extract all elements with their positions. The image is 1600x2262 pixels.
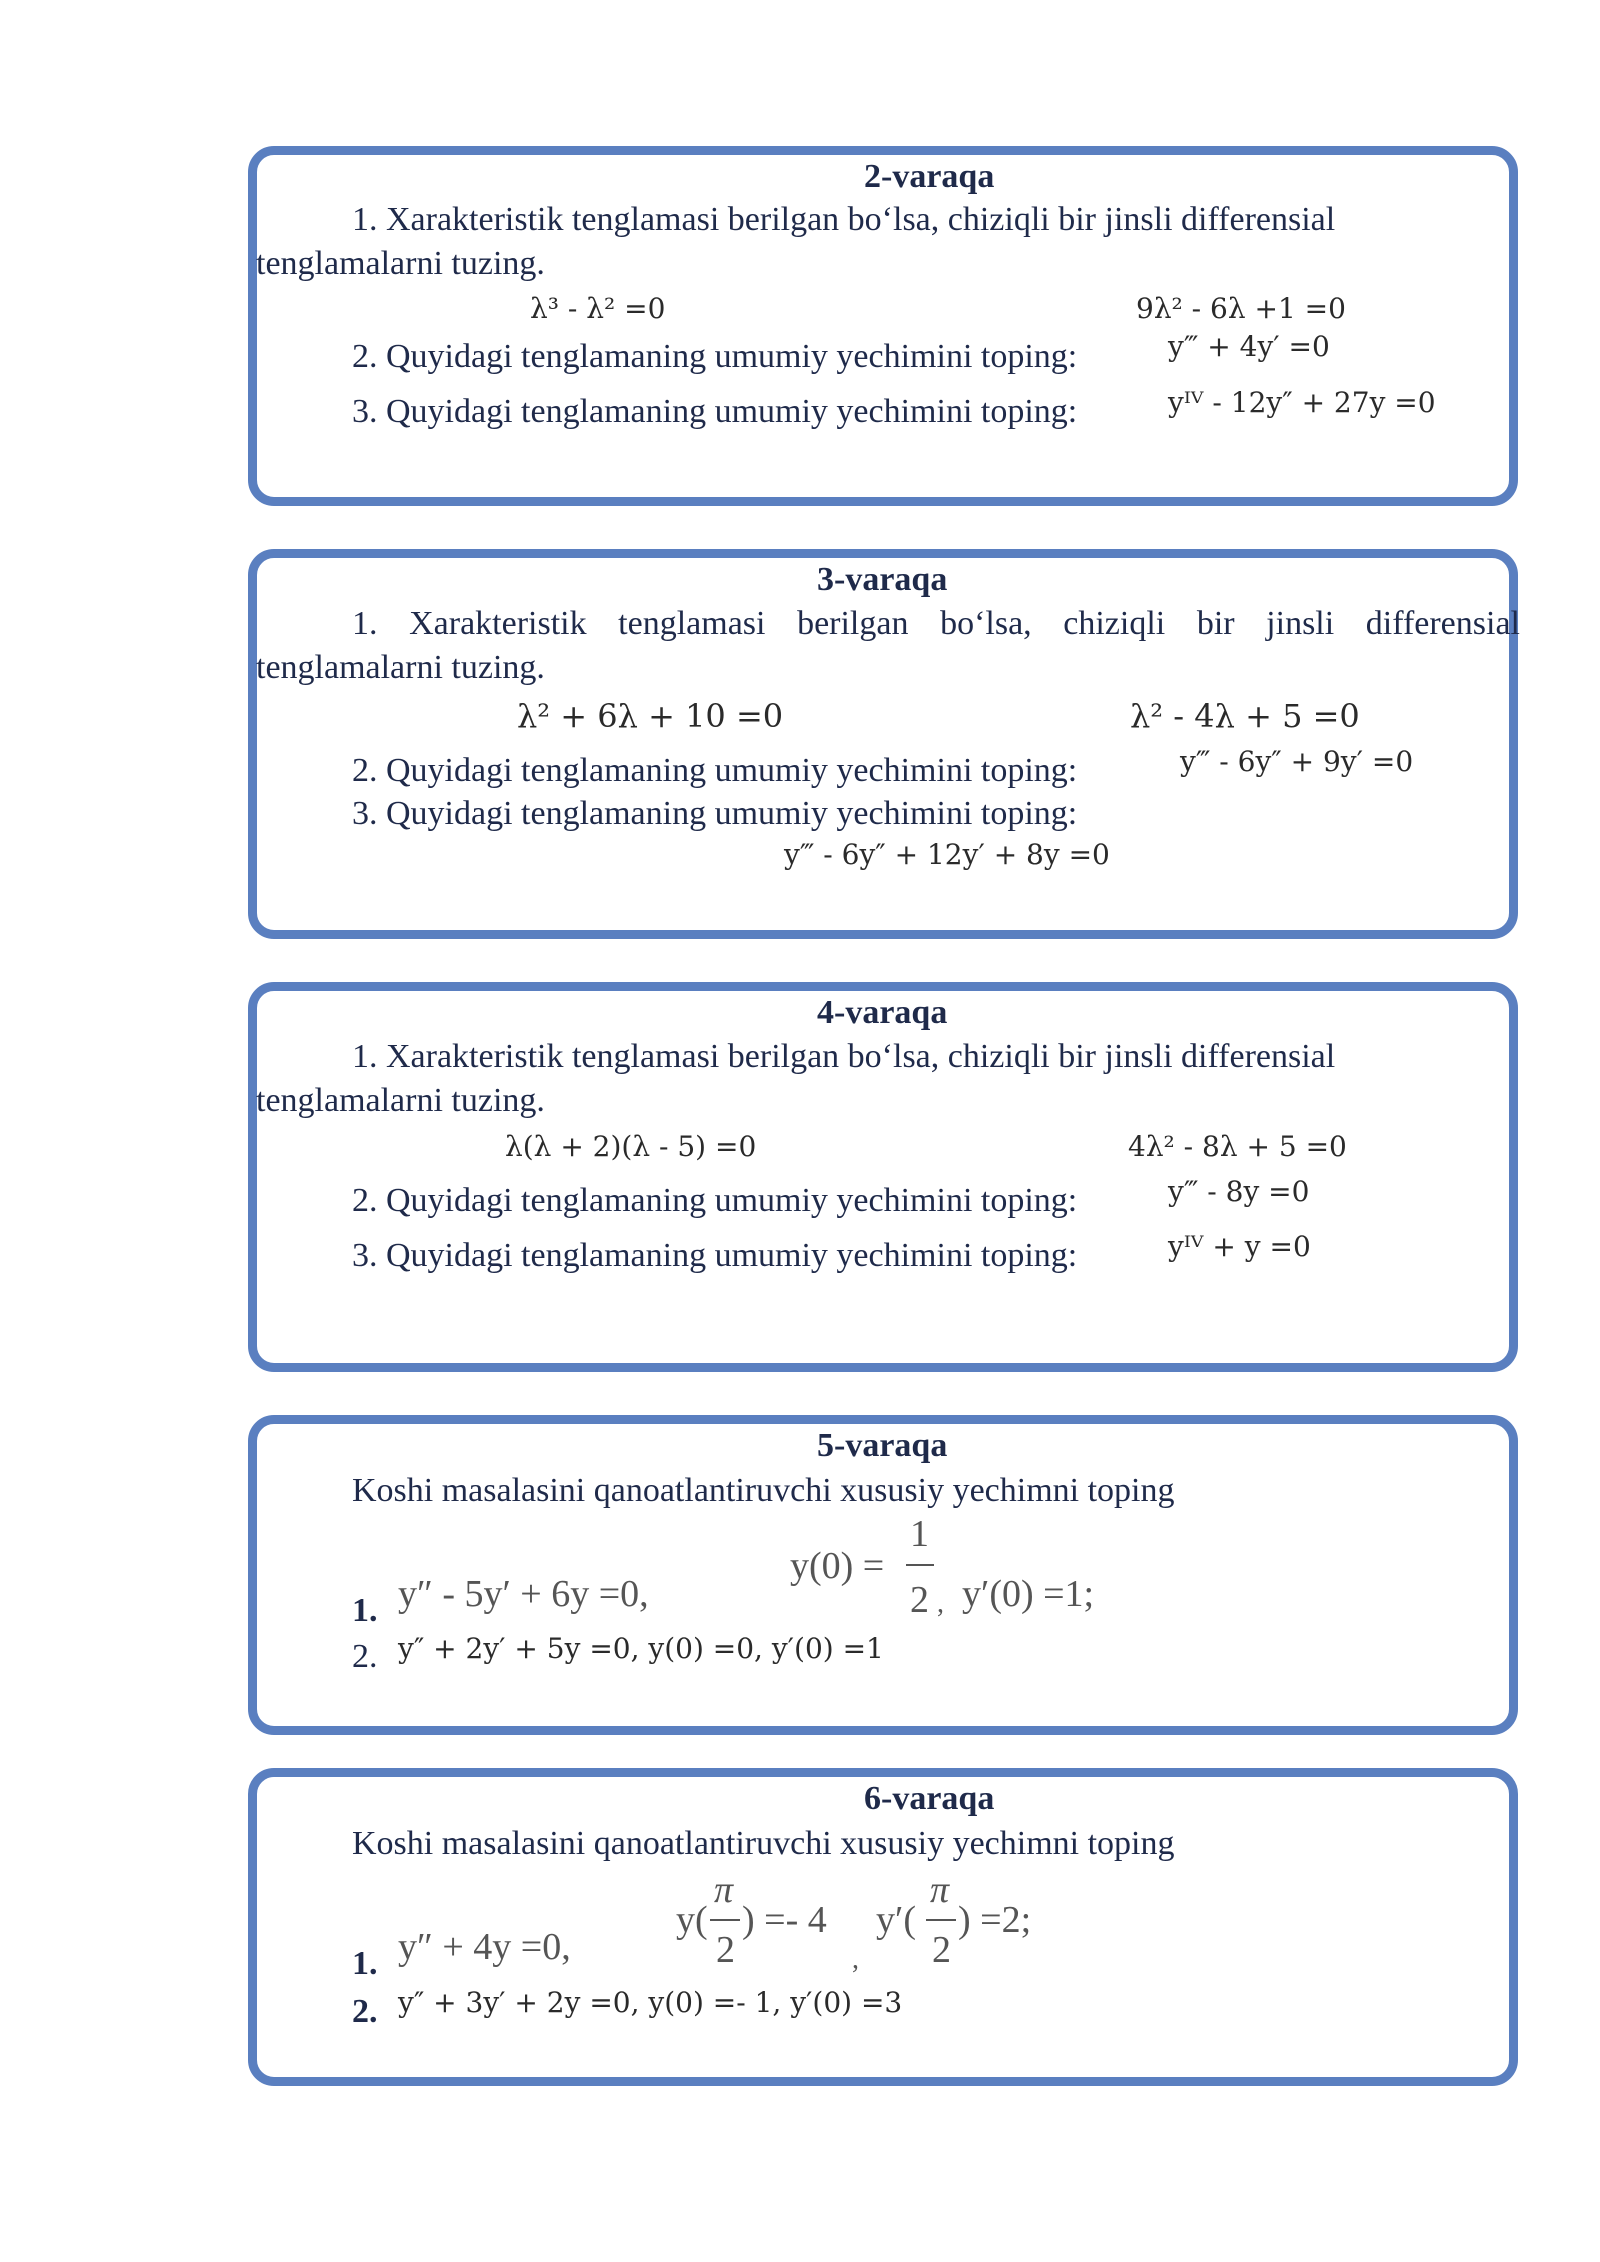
problem-1-equation: y″ - 5y′ + 6y =0, xyxy=(398,1573,649,1615)
task-2-equation: y‴ + 4y′ =0 xyxy=(1168,330,1330,363)
task-3-equation: y‴ - 6y″ + 12y′ + 8y =0 xyxy=(784,838,1110,871)
task-1-line-2: tenglamalarni tuzing. xyxy=(256,1082,545,1119)
two-denominator: 2 xyxy=(716,1929,735,1971)
problem-1-number: 1. xyxy=(352,1945,378,1982)
equation-b: 4λ² - 8λ + 5 =0 xyxy=(1128,1130,1347,1163)
equation-a: λ³ - λ² =0 xyxy=(530,292,666,325)
card-title: 6-varaqa xyxy=(864,1780,995,1817)
card-title: 3-varaqa xyxy=(817,561,948,598)
task-1-line-1: 1. Xarakteristik tenglamasi berilgan bo‘lsa, chiziqli bir jinsli differensial xyxy=(352,201,1336,238)
task-2: 2. Quyidagi tenglamaning umumiy yechimini toping: xyxy=(352,1182,1078,1219)
condition-a-prefix: y( xyxy=(676,1899,708,1941)
task-1-line-2: tenglamalarni tuzing. xyxy=(256,649,545,686)
task-1-line-1: 1. Xarakteristik tenglamasi berilgan bo‘lsa, chiziqli bir jinsli differensial xyxy=(352,605,1520,642)
condition-a-suffix: ) =- 4 xyxy=(742,1899,827,1941)
problem-2-equation: y″ + 3y′ + 2y =0, y(0) =- 1, y′(0) =3 xyxy=(398,1986,903,2019)
intro-text: Koshi masalasini qanoatlantiruvchi xususiy yechimni toping xyxy=(352,1472,1175,1509)
task-1-line-2: tenglamalarni tuzing. xyxy=(256,245,545,282)
equation-b: λ² - 4λ + 5 =0 xyxy=(1130,697,1360,735)
task-3-equation: yᴵⱽ - 12y″ + 27y =0 xyxy=(1168,386,1436,419)
equation-b: 9λ² - 6λ +1 =0 xyxy=(1136,292,1346,325)
task-3-equation: yᴵⱽ + y =0 xyxy=(1168,1230,1311,1263)
task-3: 3. Quyidagi tenglamaning umumiy yechimini toping: xyxy=(352,1237,1078,1274)
pi-numerator: π xyxy=(930,1869,950,1911)
fraction-denominator: 2 xyxy=(910,1579,929,1621)
task-2-equation: y‴ - 8y =0 xyxy=(1168,1175,1310,1208)
problem-1-equation: y″ + 4y =0, xyxy=(398,1926,571,1968)
comma: , xyxy=(852,1944,859,1975)
comma: , xyxy=(937,1588,944,1619)
intro-text: Koshi masalasini qanoatlantiruvchi xususiy yechimni toping xyxy=(352,1825,1175,1862)
fraction-bar xyxy=(906,1564,934,1566)
problem-1-condition-b: y′(0) =1; xyxy=(962,1573,1095,1615)
card-2-varaqa xyxy=(248,146,1518,506)
fraction-numerator: 1 xyxy=(910,1513,929,1555)
two-denominator: 2 xyxy=(932,1929,951,1971)
card-title: 4-varaqa xyxy=(817,994,948,1031)
task-2: 2. Quyidagi tenglamaning umumiy yechimini toping: xyxy=(352,338,1078,375)
problem-2-equation: y″ + 2y′ + 5y =0, y(0) =0, y′(0) =1 xyxy=(398,1632,884,1665)
equation-a: λ² + 6λ + 10 =0 xyxy=(517,697,784,735)
task-2-equation: y‴ - 6y″ + 9y′ =0 xyxy=(1180,745,1414,778)
task-3: 3. Quyidagi tenglamaning umumiy yechimini toping: xyxy=(352,795,1078,832)
condition-b-prefix: y′( xyxy=(876,1899,916,1941)
pi-numerator: π xyxy=(714,1869,734,1911)
fraction-bar xyxy=(926,1919,956,1921)
problem-1-number: 1. xyxy=(352,1592,378,1629)
card-title: 5-varaqa xyxy=(817,1427,948,1464)
equation-a: λ(λ + 2)(λ - 5) =0 xyxy=(505,1130,757,1163)
task-1-line-1: 1. Xarakteristik tenglamasi berilgan bo‘lsa, chiziqli bir jinsli differensial xyxy=(352,1038,1336,1075)
task-3: 3. Quyidagi tenglamaning umumiy yechimini toping: xyxy=(352,393,1078,430)
card-title: 2-varaqa xyxy=(864,158,995,195)
problem-1-condition-a: y(0) = xyxy=(790,1545,885,1587)
problem-2-number: 2. xyxy=(352,1993,378,2030)
problem-2-number: 2. xyxy=(352,1638,378,1675)
condition-b-suffix: ) =2; xyxy=(958,1899,1032,1941)
task-2: 2. Quyidagi tenglamaning umumiy yechimini toping: xyxy=(352,752,1078,789)
fraction-bar xyxy=(710,1919,740,1921)
